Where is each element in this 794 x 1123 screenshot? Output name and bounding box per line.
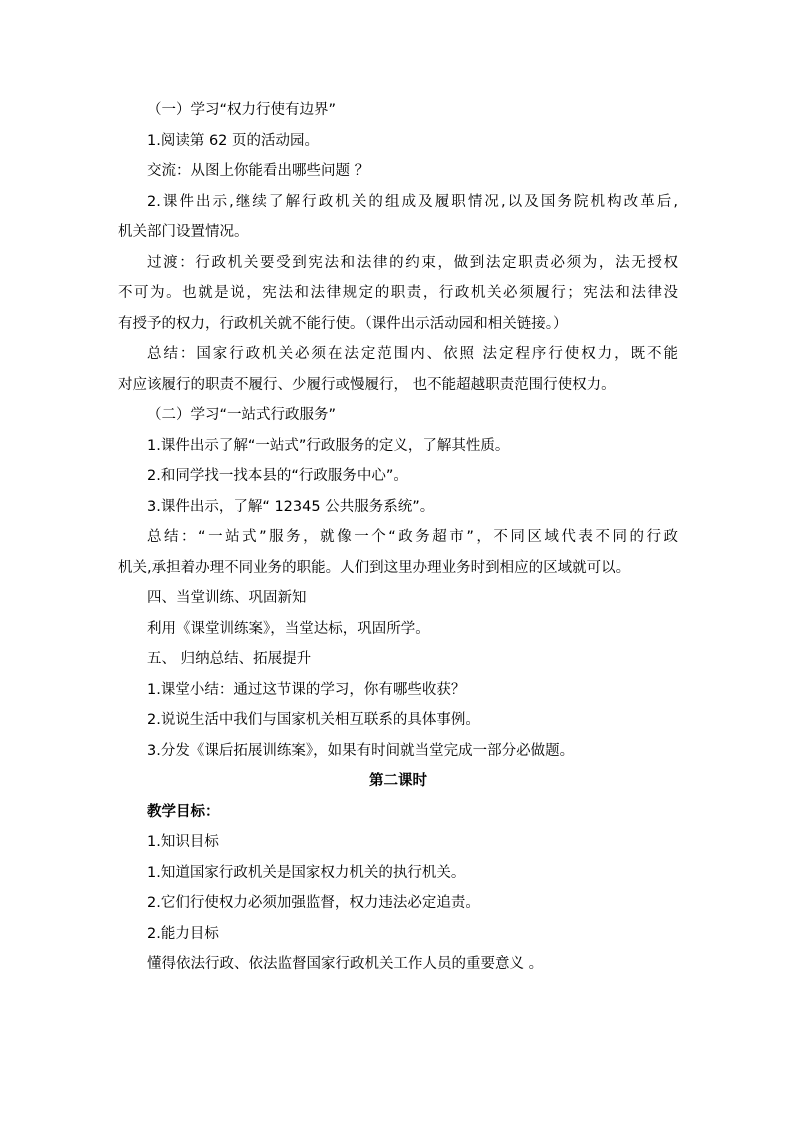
paragraph-line: 总结：“一站式”服务，就像一个“政务超市”，不同区域代表不同的行政: [147, 529, 678, 545]
paragraph-line: 1.阅读第 62 页的活动园。: [147, 132, 320, 149]
section-heading-5: 五、 归纳总结、拓展提升: [147, 651, 312, 667]
paragraph-line: 1.课堂小结：通过这节课的学习，你有哪些收获？: [147, 681, 466, 698]
paragraph-line: 利用《课堂训练案》，当堂达标，巩固所学。: [147, 620, 430, 637]
paragraph-line: 3.分发《课后拓展训练案》，如果有时间就当堂完成一部分必做题。: [147, 742, 575, 759]
paragraph-line: 有授予的权力，行政机关就不能行使。（课件出示活动园和相关链接。）: [118, 315, 568, 332]
paragraph-line: 不可为。也就是说，宪法和法律规定的职责，行政机关必须履行；宪法和法律没: [118, 285, 678, 301]
paragraph-line: 2.课件出示,继续了解行政机关的组成及履职情况,以及国务院机构改革后,: [147, 193, 678, 210]
paragraph-line: 2.它们行使权力必须加强监督，权力违法必定追责。: [147, 895, 480, 911]
paragraph-line: 1.课件出示了解“一站式”行政服务的定义，了解其性质。: [147, 437, 510, 454]
paragraph-line: 2.能力目标: [147, 925, 219, 942]
paragraph-line: 懂得依法行政、依法监督国家行政机关工作人员的重要意义 。: [147, 956, 544, 972]
paragraph-line: 机关部门设置情况。: [118, 224, 249, 240]
paragraph-line: 2.说说生活中我们与国家机关相互联系的具体事例。: [147, 712, 480, 728]
section-heading-1: （一）学习“权力行使有边界”: [147, 102, 337, 118]
paragraph-line: 总结：国家行政机关必须在法定范围内、依照 法定程序行使权力，既不能: [147, 346, 678, 362]
paragraph-line: 机关,承担着办理不同业务的职能。人们到这里办理业务时到相应的区域就可以。: [118, 559, 631, 576]
paragraph-line: 1.知识目标: [147, 834, 219, 850]
section-heading-2: （二）学习“一站式行政服务”: [147, 407, 337, 423]
paragraph-line: 1.知道国家行政机关是国家权力机关的执行机关。: [147, 864, 466, 881]
lesson-title: 第二课时: [369, 773, 427, 789]
paragraph-line: 2.和同学找一找本县的“行政服务中心”。: [147, 468, 408, 484]
paragraph-line: 过渡：行政机关要受到宪法和法律的约束，做到法定职责必须为，法无授权: [147, 254, 678, 271]
paragraph-line: 3.课件出示，了解“ 12345 公共服务系统”。: [147, 498, 435, 515]
teaching-goals-heading: 教学目标：: [147, 803, 220, 820]
paragraph-line: 对应该履行的职责不履行、少履行或慢履行， 也不能超越职责范围行使权力。: [118, 376, 616, 393]
document-body: [118, 95, 678, 980]
paragraph-line: 交流：从图上你能看出哪些问题 ？: [147, 163, 370, 179]
section-heading-4: 四、当堂训练、巩固新知: [147, 590, 307, 606]
